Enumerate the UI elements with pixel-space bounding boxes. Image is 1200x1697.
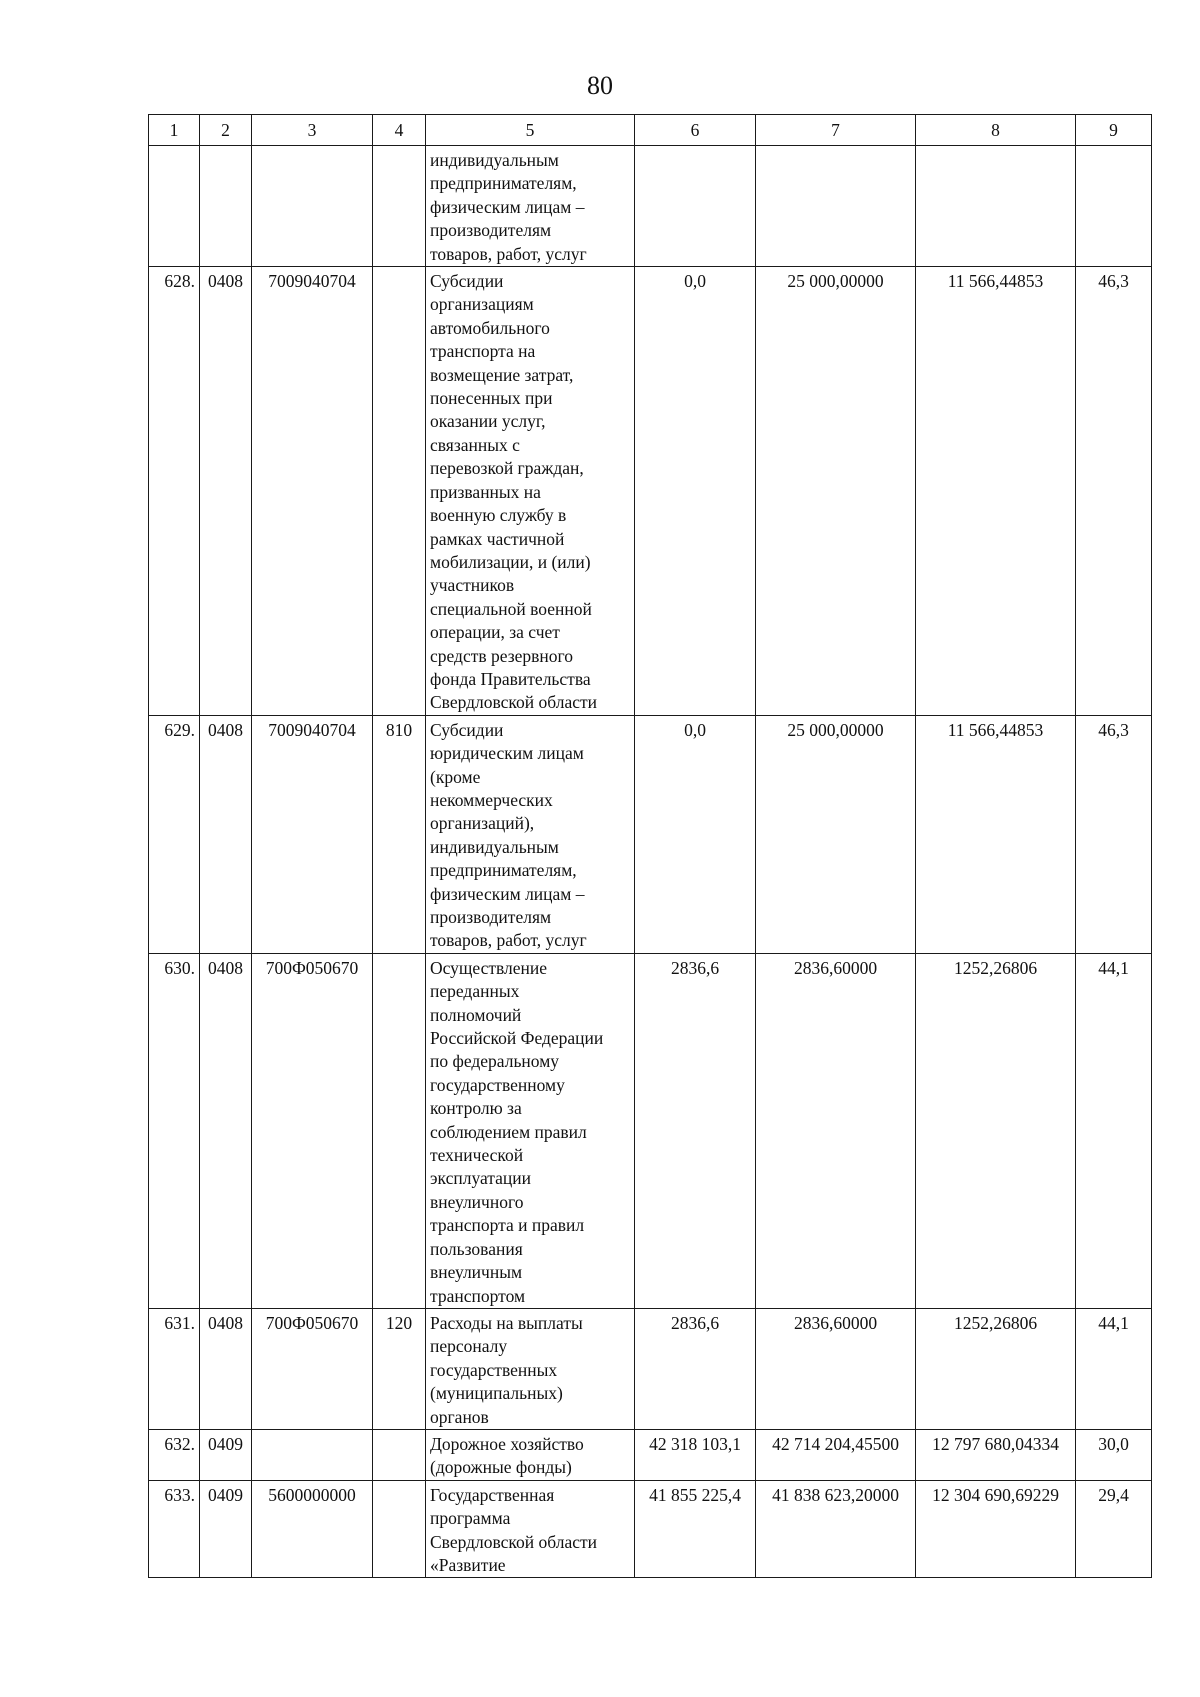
- cell-c9: 44,1: [1076, 953, 1152, 1308]
- cell-description: [426, 715, 635, 953]
- description-line: (муниципальных): [430, 1383, 563, 1404]
- cell-target: 7009040704: [252, 715, 373, 953]
- description-line: средств резервного: [430, 645, 574, 666]
- col-header-7: 7: [756, 115, 916, 146]
- cell-section: [200, 146, 252, 267]
- description-line: «Развитие: [430, 1554, 506, 1575]
- description-line: Свердловской области: [430, 1531, 598, 1552]
- cell-target: 700Ф050670: [252, 1308, 373, 1429]
- description-line: технической: [430, 1145, 524, 1166]
- description-line: переданных: [430, 981, 520, 1002]
- description-line: физическим лицам –: [430, 196, 585, 217]
- header-row: [149, 115, 1152, 146]
- description-line: операции, за счет: [430, 622, 560, 643]
- cell-c8: [916, 146, 1076, 267]
- cell-section: 0408: [200, 1308, 252, 1429]
- cell-section: 0409: [200, 1429, 252, 1480]
- description-line: фонда Правительства: [430, 668, 591, 689]
- cell-kind: [373, 146, 426, 267]
- cell-section: 0408: [200, 267, 252, 716]
- description-line: возмещение затрат,: [430, 364, 574, 385]
- description-line: Свердловской области: [430, 692, 598, 713]
- cell-c6: 0,0: [635, 715, 756, 953]
- description-line: государственному: [430, 1074, 565, 1095]
- cell-kind: [373, 1480, 426, 1578]
- cell-c8: 12 797 680,04334: [916, 1429, 1076, 1480]
- description-line: понесенных при: [430, 388, 553, 409]
- cell-c7: 41 838 623,20000: [756, 1480, 916, 1578]
- description-line: товаров, работ, услуг: [430, 930, 587, 951]
- col-header-9: 9: [1076, 115, 1152, 146]
- description-line: Российской Федерации: [430, 1028, 604, 1049]
- cell-c6: [635, 146, 756, 267]
- cell-c9: 46,3: [1076, 715, 1152, 953]
- cell-section: 0409: [200, 1480, 252, 1578]
- cell-kind: [373, 267, 426, 716]
- description-line: Дорожное хозяйство: [430, 1433, 584, 1454]
- cell-c9: 46,3: [1076, 267, 1152, 716]
- cell-description: [426, 1480, 635, 1578]
- description-line: Субсидии: [430, 719, 504, 740]
- cell-description: [426, 146, 635, 267]
- description-line: соблюдением правил: [430, 1121, 587, 1142]
- description-line: организациям: [430, 294, 534, 315]
- col-header-6: 6: [635, 115, 756, 146]
- description-line: военную службу в: [430, 505, 567, 526]
- description-line: пользования: [430, 1238, 523, 1259]
- description-line: программа: [430, 1508, 511, 1529]
- description-line: государственных: [430, 1359, 558, 1380]
- cell-kind: 810: [373, 715, 426, 953]
- col-header-8: 8: [916, 115, 1076, 146]
- cell-num: [149, 146, 200, 267]
- description-line: производителям: [430, 220, 552, 241]
- description-line: органов: [430, 1406, 489, 1427]
- page-number: 80: [587, 71, 613, 100]
- cell-num: 630.: [149, 953, 200, 1308]
- cell-c8: 1252,26806: [916, 953, 1076, 1308]
- cell-c9: [1076, 146, 1152, 267]
- description-line: рамках частичной: [430, 528, 565, 549]
- cell-kind: [373, 1429, 426, 1480]
- description-line: Государственная: [430, 1484, 555, 1505]
- table-row: [149, 1429, 1152, 1480]
- cell-target: 700Ф050670: [252, 953, 373, 1308]
- description-line: организаций),: [430, 813, 535, 834]
- cell-num: 633.: [149, 1480, 200, 1578]
- cell-c8: 11 566,44853: [916, 715, 1076, 953]
- table-row: [149, 1308, 1152, 1429]
- description-line: автомобильного: [430, 317, 550, 338]
- description-line: Расходы на выплаты: [430, 1312, 583, 1333]
- description-line: участников: [430, 575, 515, 596]
- description-line: внеуличного: [430, 1191, 524, 1212]
- description-line: производителям: [430, 907, 552, 927]
- description-line: Осуществление: [430, 957, 548, 978]
- description-line: (кроме: [430, 766, 481, 787]
- description-line: физическим лицам –: [430, 883, 585, 904]
- cell-c6: 2836,6: [635, 953, 756, 1308]
- cell-c8: 1252,26806: [916, 1308, 1076, 1429]
- col-header-2: 2: [200, 115, 252, 146]
- cell-description: [426, 1308, 635, 1429]
- cell-description: [426, 267, 635, 716]
- description-line: перевозкой граждан,: [430, 458, 584, 479]
- description-line: эксплуатации: [430, 1168, 532, 1189]
- cell-section: 0408: [200, 953, 252, 1308]
- description-line: некоммерческих: [430, 789, 553, 810]
- cell-c9: 30,0: [1076, 1429, 1152, 1480]
- col-header-1: 1: [149, 115, 200, 146]
- cell-description: [426, 953, 635, 1308]
- description-line: транспорта на: [430, 341, 536, 362]
- cell-c7: [756, 146, 916, 267]
- cell-kind: [373, 953, 426, 1308]
- description-line: предпринимателям,: [430, 173, 577, 194]
- cell-target: 7009040704: [252, 267, 373, 716]
- cell-num: 629.: [149, 715, 200, 953]
- cell-c6: 2836,6: [635, 1308, 756, 1429]
- cell-c7: 2836,60000: [756, 1308, 916, 1429]
- cell-kind: 120: [373, 1308, 426, 1429]
- cell-c7: 42 714 204,45500: [756, 1429, 916, 1480]
- description-line: полномочий: [430, 1004, 522, 1025]
- cell-num: 631.: [149, 1308, 200, 1429]
- description-line: связанных с: [430, 434, 520, 455]
- description-line: специальной военной: [430, 598, 592, 619]
- table-row: [149, 715, 1152, 953]
- description-line: контролю за: [430, 1098, 522, 1119]
- cell-c6: 41 855 225,4: [635, 1480, 756, 1578]
- col-header-5: 5: [426, 115, 635, 146]
- description-line: мобилизации, и (или): [430, 551, 591, 572]
- cell-target: [252, 1429, 373, 1480]
- description-line: по федеральному: [430, 1051, 560, 1072]
- cell-c7: 2836,60000: [756, 953, 916, 1308]
- table-row: [149, 953, 1152, 1308]
- description-line: призванных на: [430, 481, 541, 502]
- col-header-4: 4: [373, 115, 426, 146]
- description-line: транспорта и правил: [430, 1215, 585, 1236]
- budget-table: [148, 114, 1152, 1578]
- table-row: [149, 267, 1152, 716]
- description-line: индивидуальным: [430, 150, 559, 170]
- description-line: Субсидии: [430, 271, 504, 292]
- description-line: транспортом: [430, 1285, 526, 1306]
- table-row-continued: [149, 146, 1152, 267]
- description-line: предпринимателям,: [430, 860, 577, 881]
- cell-c6: 0,0: [635, 267, 756, 716]
- col-header-3: 3: [252, 115, 373, 146]
- description-line: юридическим лицам: [430, 743, 584, 764]
- cell-target: [252, 146, 373, 267]
- description-line: индивидуальным: [430, 836, 559, 857]
- cell-c8: 11 566,44853: [916, 267, 1076, 716]
- cell-c9: 29,4: [1076, 1480, 1152, 1578]
- description-line: персоналу: [430, 1336, 508, 1357]
- cell-c8: 12 304 690,69229: [916, 1480, 1076, 1578]
- cell-description: [426, 1429, 635, 1480]
- cell-section: 0408: [200, 715, 252, 953]
- description-line: (дорожные фонды): [430, 1457, 572, 1478]
- description-line: товаров, работ, услуг: [430, 243, 587, 264]
- table-row: [149, 1480, 1152, 1578]
- cell-c9: 44,1: [1076, 1308, 1152, 1429]
- cell-c6: 42 318 103,1: [635, 1429, 756, 1480]
- cell-num: 632.: [149, 1429, 200, 1480]
- cell-c7: 25 000,00000: [756, 267, 916, 716]
- description-line: оказании услуг,: [430, 411, 546, 432]
- description-line: внеуличным: [430, 1262, 523, 1283]
- cell-target: 5600000000: [252, 1480, 373, 1578]
- cell-num: 628.: [149, 267, 200, 716]
- cell-c7: 25 000,00000: [756, 715, 916, 953]
